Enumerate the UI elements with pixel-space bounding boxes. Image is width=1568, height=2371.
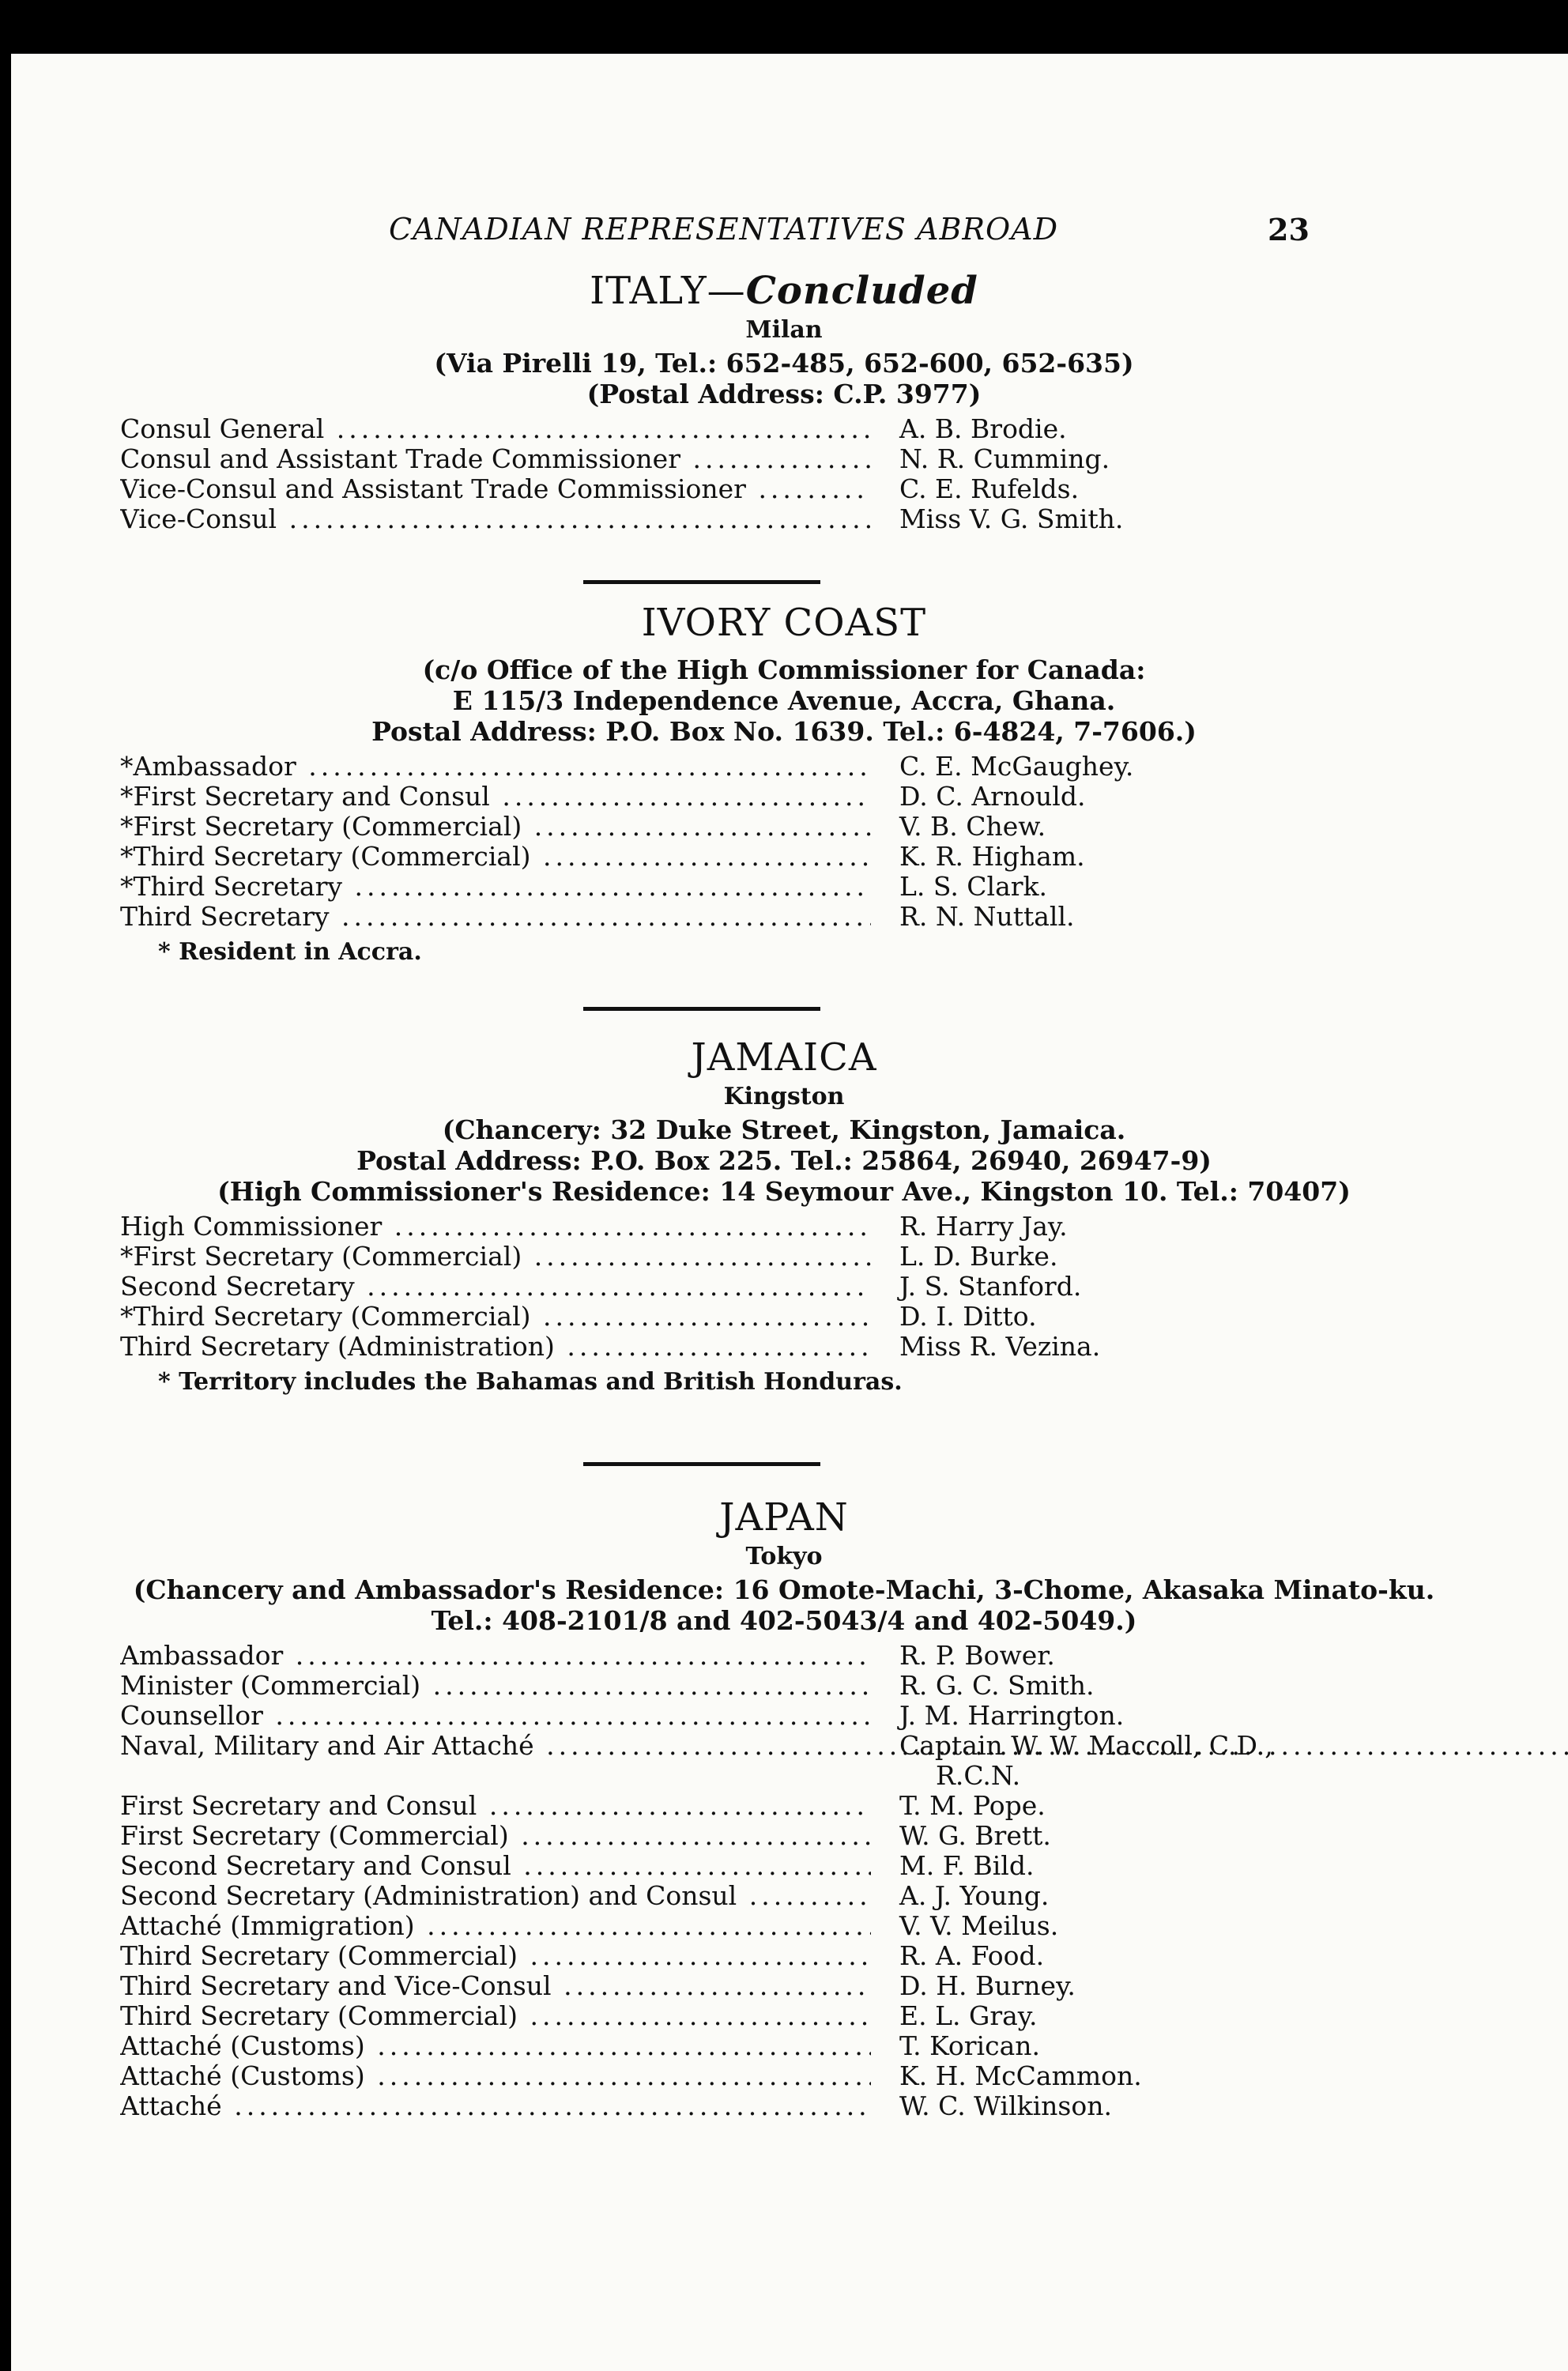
page-number: 23 [1268, 212, 1310, 247]
staff-title: *First Secretary (Commercial) ..... [120, 1242, 871, 1272]
staff-row [0, 1272, 1568, 1302]
staff-name: W. C. Wilkinson. [899, 2090, 1112, 2121]
staff-title: Third Secretary ..... [120, 902, 871, 932]
staff-list [0, 1212, 1568, 1362]
staff-row [0, 1911, 1568, 1941]
section-divider [583, 1007, 820, 1011]
staff-row [0, 1971, 1568, 2001]
staff-name: J. M. Harrington. [899, 1700, 1125, 1731]
section-jamaica [0, 1035, 1568, 1398]
staff-row [0, 1242, 1568, 1272]
staff-row [0, 474, 1568, 504]
address-line: Postal Address: P.O. Box 225. Tel.: 25864, 26940, 26947-9) [356, 1145, 1212, 1176]
country-heading: IVORY COAST [641, 601, 927, 645]
address-line: Postal Address: P.O. Box No. 1639. Tel.: 6-4824, 7-7606.) [371, 716, 1197, 747]
staff-name: D. C. Arnould. [899, 781, 1086, 812]
staff-title: First Secretary (Commercial) ..... [120, 1821, 871, 1851]
staff-title: *First Secretary (Commercial) ..... [120, 812, 871, 842]
staff-name: D. I. Ditto. [899, 1301, 1037, 1332]
staff-title: Attaché (Immigration) ..... [120, 1911, 871, 1941]
address-line: (Postal Address: C.P. 3977) [586, 379, 982, 409]
staff-title: *First Secretary and Consul ..... [120, 782, 871, 812]
staff-name: N. R. Cumming. [899, 443, 1110, 474]
staff-name: E. L. Gray. [899, 2000, 1038, 2031]
staff-title: Vice-Consul and Assistant Trade Commissioner ..... [120, 474, 871, 504]
staff-name: R. A. Food. [899, 1940, 1045, 1971]
staff-name: W. G. Brett. [899, 1820, 1051, 1851]
staff-title: Attaché ..... [120, 2091, 871, 2121]
staff-title: Third Secretary (Administration) ..... [120, 1332, 871, 1362]
staff-title: Third Secretary and Vice-Consul ..... [120, 1971, 871, 2001]
country-name: ITALY— [590, 269, 746, 313]
staff-title: *Ambassador ..... [120, 752, 871, 782]
staff-title: Ambassador ..... [120, 1641, 871, 1671]
staff-row [0, 2031, 1568, 2061]
staff-title: Third Secretary (Commercial) ..... [120, 1941, 871, 1971]
city-heading: Milan [745, 316, 823, 344]
address-line: (High Commissioner's Residence: 14 Seymour Ave., Kingston 10. Tel.: 70407) [217, 1176, 1351, 1207]
staff-row [0, 1881, 1568, 1911]
country-heading [0, 269, 1568, 313]
staff-row [0, 444, 1568, 474]
staff-title: Attaché (Customs) ..... [120, 2031, 871, 2061]
staff-name: L. D. Burke. [899, 1241, 1058, 1272]
staff-list [0, 752, 1568, 932]
footnote: * Resident in Accra. [158, 938, 422, 966]
staff-title: Second Secretary ..... [120, 1272, 871, 1302]
staff-row [0, 812, 1568, 842]
scan-top-border [0, 0, 1568, 54]
section-ivory-coast [0, 601, 1568, 968]
staff-name: R.C.N. [936, 1760, 1021, 1791]
staff-name: T. M. Pope. [899, 1790, 1046, 1821]
staff-name: R. N. Nuttall. [899, 901, 1075, 932]
staff-title: *Third Secretary (Commercial) ..... [120, 842, 871, 872]
staff-row [0, 1941, 1568, 1971]
staff-name: Miss R. Vezina. [899, 1331, 1101, 1362]
section-japan [0, 1495, 1568, 2121]
staff-name: Miss V. G. Smith. [899, 503, 1124, 534]
address-line: (Via Pirelli 19, Tel.: 652-485, 652-600, 652-635) [434, 348, 1134, 379]
address-line: (c/o Office of the High Commissioner for Canada: [422, 654, 1146, 685]
staff-name: V. V. Meilus. [899, 1910, 1059, 1941]
staff-title: Counsellor ..... [120, 1701, 871, 1731]
staff-row [0, 2061, 1568, 2091]
staff-title: High Commissioner ..... [120, 1212, 871, 1242]
staff-row [0, 1212, 1568, 1242]
staff-row-continuation [0, 1761, 1568, 1791]
staff-row [0, 504, 1568, 534]
staff-title: Attaché (Customs) ..... [120, 2061, 871, 2091]
staff-name: T. Korican. [899, 2030, 1041, 2061]
staff-row [0, 2001, 1568, 2031]
staff-row [0, 842, 1568, 872]
staff-row [0, 752, 1568, 782]
staff-row [0, 1671, 1568, 1701]
staff-title: Consul General ..... [120, 414, 871, 444]
staff-name: M. F. Bild. [899, 1850, 1035, 1881]
staff-title: First Secretary and Consul ..... [120, 1791, 871, 1821]
staff-title: *Third Secretary (Commercial) ..... [120, 1302, 871, 1332]
staff-name: A. B. Brodie. [899, 413, 1067, 444]
staff-row [0, 1641, 1568, 1671]
country-heading: JAMAICA [691, 1035, 877, 1080]
staff-title: Second Secretary and Consul ..... [120, 1851, 871, 1881]
staff-row [0, 782, 1568, 812]
section-divider [583, 1462, 820, 1466]
staff-name: C. E. Rufelds. [899, 473, 1080, 504]
staff-row [0, 1701, 1568, 1731]
staff-row [0, 1821, 1568, 1851]
staff-row [0, 1302, 1568, 1332]
staff-name: L. S. Clark. [899, 871, 1048, 902]
staff-list [0, 1641, 1568, 2121]
staff-list [0, 414, 1568, 534]
address-line: (Chancery and Ambassador's Residence: 16 Omote-Machi, 3-Chome, Akasaka Minato-ku. [133, 1574, 1435, 1605]
staff-name: R. G. C. Smith. [899, 1670, 1095, 1701]
staff-row [0, 872, 1568, 902]
staff-name: V. B. Chew. [899, 811, 1046, 842]
staff-name: R. Harry Jay. [899, 1211, 1068, 1242]
staff-name: J. S. Stanford. [899, 1271, 1082, 1302]
staff-name: K. H. McCammon. [899, 2060, 1142, 2091]
staff-row [0, 414, 1568, 444]
address-line: Tel.: 408-2101/8 and 402-5043/4 and 402-5049.) [431, 1605, 1137, 1636]
staff-title: Consul and Assistant Trade Commissioner ..... [120, 444, 871, 474]
staff-title: Vice-Consul ..... [120, 504, 871, 534]
city-heading: Kingston [723, 1083, 845, 1110]
staff-title: Second Secretary (Administration) and Consul ..... [120, 1881, 871, 1911]
country-heading: JAPAN [719, 1495, 849, 1540]
staff-row [0, 2091, 1568, 2121]
staff-title: Minister (Commercial) ..... [120, 1671, 871, 1701]
address-line: (Chancery: 32 Duke Street, Kingston, Jamaica. [442, 1114, 1126, 1145]
section-italy [0, 269, 1568, 534]
staff-title: Naval, Military and Air Attaché ..... [120, 1731, 1568, 1761]
staff-name: R. P. Bower. [899, 1640, 1055, 1671]
running-title: CANADIAN REPRESENTATIVES ABROAD [389, 212, 1059, 247]
city-heading: Tokyo [745, 1543, 823, 1570]
staff-row [0, 1851, 1568, 1881]
staff-row [0, 902, 1568, 932]
staff-name: Captain W. W. Maccoll, C.D., [899, 1730, 1273, 1761]
address-line: E 115/3 Independence Avenue, Accra, Ghana. [452, 685, 1116, 716]
staff-title: Third Secretary (Commercial) ..... [120, 2001, 871, 2031]
staff-name: D. H. Burney. [899, 1970, 1076, 2001]
staff-name: A. J. Young. [899, 1880, 1050, 1911]
footnote: * Territory includes the Bahamas and British Honduras. [158, 1368, 903, 1396]
staff-title: *Third Secretary ..... [120, 872, 871, 902]
concluded-label: Concluded [745, 269, 978, 313]
staff-name: C. E. McGaughey. [899, 751, 1134, 782]
staff-name: K. R. Higham. [899, 841, 1085, 872]
staff-row [0, 1731, 1568, 1761]
staff-row [0, 1332, 1568, 1362]
section-divider [583, 580, 820, 584]
staff-row [0, 1791, 1568, 1821]
